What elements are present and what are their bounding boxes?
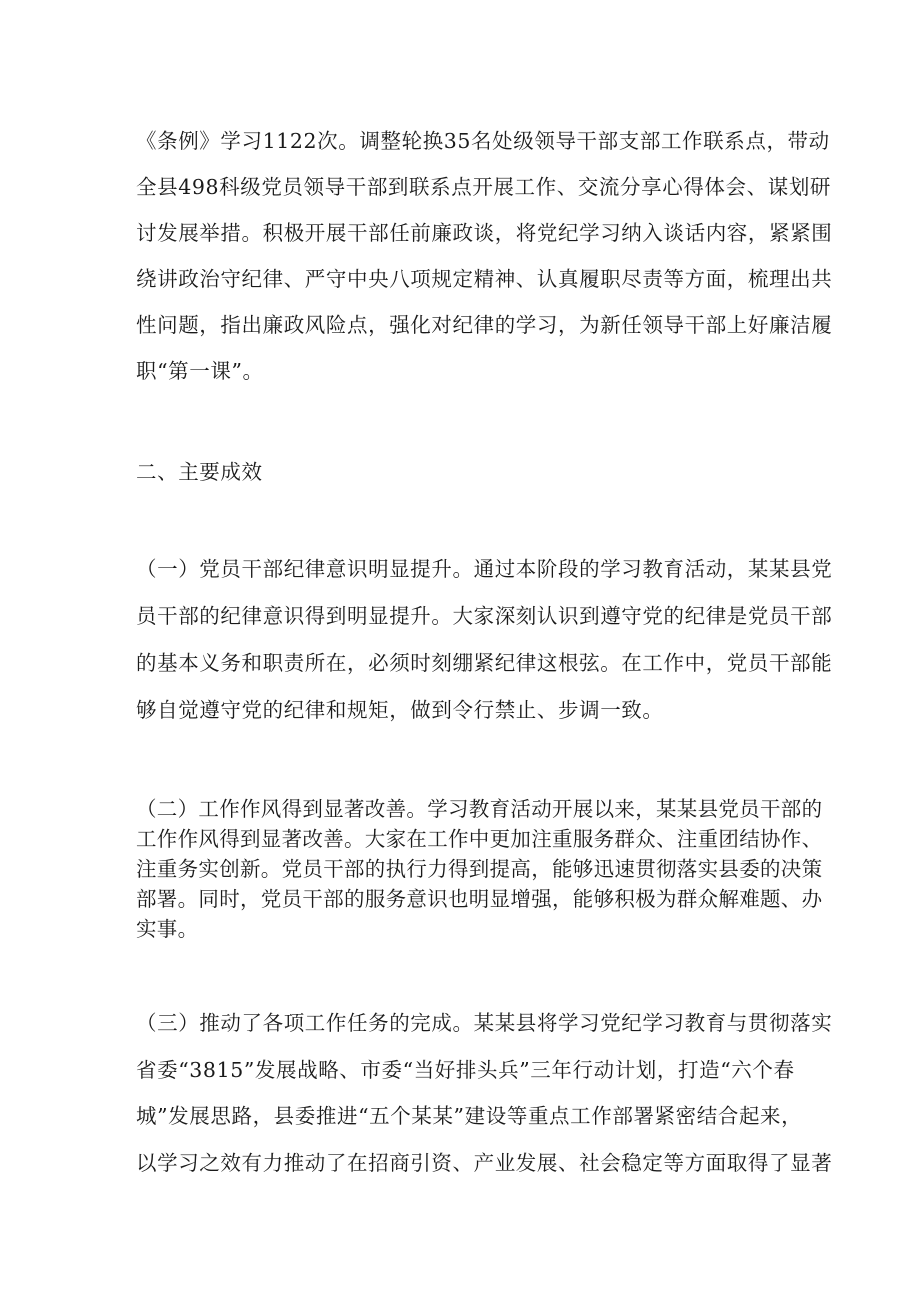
text-line: 实事。: [136, 917, 199, 941]
text-line: 工作作风得到显著改善。大家在工作中更加注重服务群众、注重团结协作、: [136, 827, 823, 851]
text-line: （一）党员干部纪律意识明显提升。通过本阶段的学习教育活动，某某县党: [136, 557, 833, 581]
text-line: 注重务实创新。党员干部的执行力得到提高，能够迅速贯彻落实县委的决策: [136, 857, 823, 881]
text-line: 绕讲政治守纪律、严守中央八项规定精神、认真履职尽责等方面，梳理出共: [136, 267, 833, 291]
text-line: 员干部的纪律意识得到明显提升。大家深刻认识到遵守党的纪律是党员干部: [136, 604, 833, 628]
text-line: 《条例》学习1122次。调整轮换35名处级领导干部支部工作联系点，带动: [136, 129, 830, 153]
text-line: 的基本义务和职责所在，必须时刻绷紧纪律这根弦。在工作中，党员干部能: [136, 651, 833, 675]
text-line: 性问题，指出廉政风险点，强化对纪律的学习，为新任领导干部上好廉洁履: [136, 313, 833, 337]
paragraph-task-completion: [136, 1000, 833, 1186]
text-line: 以学习之效有力推动了在招商引资、产业发展、社会稳定等方面取得了显著: [136, 1150, 833, 1175]
text-line: 全县498科级党员领导干部到联系点开展工作、交流分享心得体会、谋划研: [136, 175, 832, 199]
section-heading: 二、主要成效: [136, 460, 263, 484]
text-line: 城”发展思路，县委推进“五个某某”建设等重点工作部署紧密结合起来，: [136, 1104, 803, 1128]
paragraph-work-style: [136, 794, 823, 944]
text-line: （二）工作作风得到显著改善。学习教育活动开展以来，某某县党员干部的: [136, 797, 823, 821]
text-line: 讨发展举措。积极开展干部任前廉政谈，将党纪学习纳入谈话内容，紧紧围: [136, 221, 833, 245]
text-line: 职“第一课”。: [136, 359, 264, 383]
text-line: 省委“3815”发展战略、市委“当好排头兵”三年行动计划，打造“六个春: [136, 1057, 795, 1082]
paragraph-discipline-awareness: [136, 546, 833, 734]
text-line: （三）推动了各项工作任务的完成。某某县将学习党纪学习教育与贯彻落实: [136, 1011, 833, 1035]
text-line: 部署。同时，党员干部的服务意识也明显增强，能够积极为群众解难题、办: [136, 887, 823, 911]
text-line: 够自觉遵守党的纪律和规矩，做到令行禁止、步调一致。: [136, 698, 664, 722]
paragraph-study-and-liaison: [136, 118, 833, 394]
